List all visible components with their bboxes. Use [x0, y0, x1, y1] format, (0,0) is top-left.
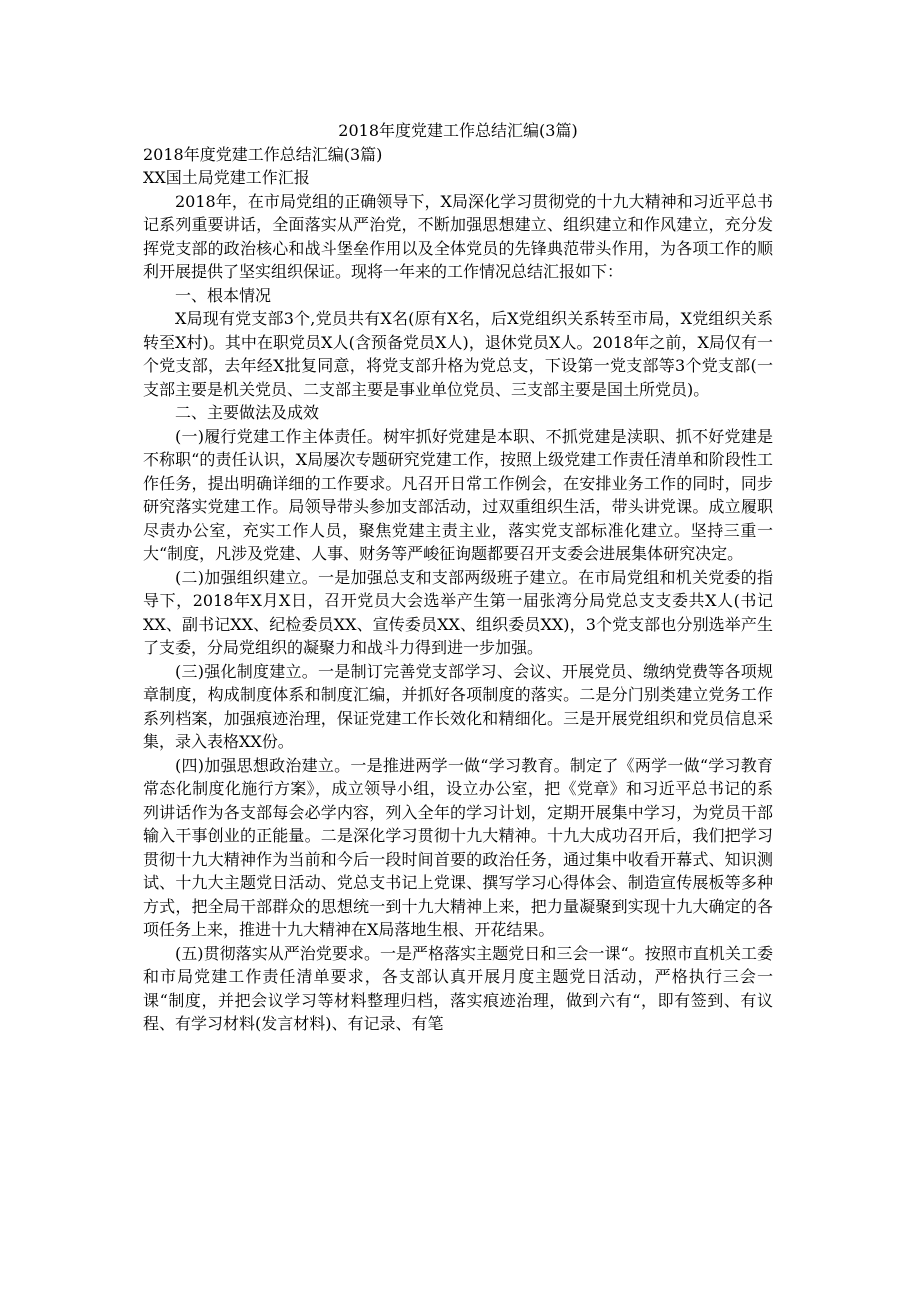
practice-paragraph-1: (一)履行党建工作主体责任。树牢抓好党建是本职、不抓党建是渎职、抓不好党建是不称职“的责任认识，X局屡次专题研究党建工作，按照上级党建工作责任清单和阶段性工作任务，提出明确详细的工作要求。凡召开日常工作例会，在安排业务工作的同时，同步研究落实党建工作。局领导带头参加支部活动，过双重组织生活，带头讲党课。成立履职尽责办公室，充实工作人员，聚焦党建主责主业，落实党支部标准化建立。坚持三重一大“制度，凡涉及党建、人事、财务等严峻征询题都要召开支委会进展集体研究决定。	[143, 426, 773, 563]
practice-paragraph-5: (五)贯彻落实从严治党要求。一是严格落实主题党日和三会一课“。按照市直机关工委和市局党建工作责任清单要求，各支部认真开展月度主题党日活动，严格执行三会一课“制度，并把会议学习等材料整理归档，落实痕迹治理，做到六有“，即有签到、有议程、有学习材料(发言材料)、有记录、有笔	[143, 943, 773, 1033]
practice-paragraph-2: (二)加强组织建立。一是加强总支和支部两级班子建立。在市局党组和机关党委的指导下，2018年X月X日，召开党员大会选举产生第一届张湾分局党总支支委共X人(书记XX、副书记XX、纪检委员XX、宣传委员XX、组织委员XX)，3个党支部也分别选举产生了支委，分局党组织的凝聚力和战斗力得到进一步加强。	[143, 567, 773, 657]
report-title: XX国土局党建工作汇报	[143, 168, 310, 187]
document-title: 2018年度党建工作总结汇编(3篇)	[338, 121, 578, 140]
practice-paragraph-3: (三)强化制度建立。一是制订完善党支部学习、会议、开展党员、缴纳党费等各项规章制度，构成制度体系和制度汇编，并抓好各项制度的落实。二是分门别类建立党务工作系列档案，加强痕迹治理，保证党建工作长效化和精细化。三是开展党组织和党员信息采集，录入表格XX份。	[143, 661, 773, 751]
section-heading-basic: 一、根本情况	[175, 285, 272, 305]
practice-paragraph-4: (四)加强思想政治建立。一是推进两学一做“学习教育。制定了《两学一做“学习教育常态化制度化施行方案》，成立领导小组，设立办公室，把《党章》和习近平总书记的系列讲话作为各支部每会必学内容，列入全年的学习计划，定期开展集中学习，为党员干部输入干事创业的正能量。二是深化学习贯彻十九大精神。十九大成功召开后，我们把学习贯彻十九大精神作为当前和今后一段时间首要的政治任务，通过集中收看开幕式、知识测试、十九大主题党日活动、党总支书记上党课、撰写学习心得体会、制造宣传展板等多种方式，把全局干部群众的思想统一到十九大精神上来，把力量凝聚到实现十九大确定的各项任务上来，推进十九大精神在X局落地生根、开花结果。	[143, 755, 773, 939]
basic-situation-paragraph: X局现有党支部3个,党员共有X名(原有X名，后X党组织关系转至市局，X党组织关系转至X村)。其中在职党员X人(含预备党员X人)，退休党员X人。2018年之前，X局仅有一个党支部，去年经X批复同意，将党支部升格为党总支，下设第一党支部等3个党支部(一支部主要是机关党员、二支部主要是事业单位党员、三支部主要是国土所党员)。	[143, 309, 773, 399]
intro-paragraph: 2018年，在市局党组的正确领导下，X局深化学习贯彻党的十九大精神和习近平总书记系列重要讲话，全面落实从严治党，不断加强思想建立、组织建立和作风建立，充分发挥党支部的政治核心和战斗堡垒作用以及全体党员的先锋典范带头作用，为各项工作的顺利开展提供了坚实组织保证。现将一年来的工作情况总结汇报如下：	[143, 191, 773, 281]
section-heading-practices: 二、主要做法及成效	[175, 403, 320, 422]
document-body	[143, 119, 773, 1036]
document-subtitle: 2018年度党建工作总结汇编(3篇)	[143, 144, 383, 164]
